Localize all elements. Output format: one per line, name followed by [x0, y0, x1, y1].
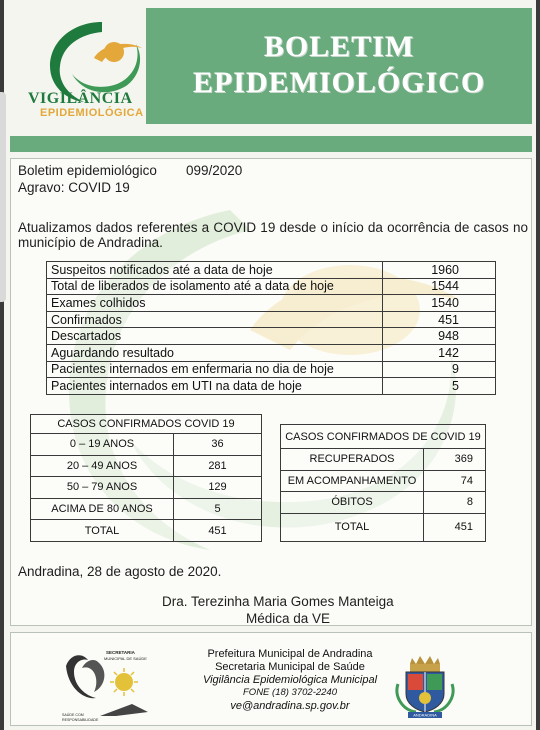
table-row — [281, 449, 486, 471]
status-value: 8 — [424, 492, 486, 514]
summary-table — [46, 261, 496, 395]
table-row — [281, 513, 486, 541]
table-row — [47, 311, 496, 328]
footer-phone: FONE (18) 3702-2240 — [243, 687, 337, 698]
status-label: ÓBITOS — [281, 492, 424, 514]
age-value: 5 — [174, 498, 262, 520]
table-row — [47, 262, 496, 279]
divider-bar — [10, 136, 532, 152]
row-label: Descartados — [47, 328, 383, 345]
andradina-crest-icon — [390, 650, 460, 720]
table-row — [31, 498, 262, 520]
logo-text-epidemiologica: EPIDEMIOLÓGICA — [40, 107, 144, 119]
age-table-title: CASOS CONFIRMADOS COVID 19 — [31, 415, 262, 434]
status-value: 369 — [424, 449, 486, 471]
header — [10, 6, 532, 130]
agravo-line: Agravo: COVID 19 — [18, 180, 130, 195]
title-line-2: EPIDEMIOLÓGICO — [192, 66, 486, 99]
status-value: 74 — [424, 470, 486, 492]
age-value: 451 — [174, 520, 262, 542]
svg-text:RESPONSABILIDADE: RESPONSABILIDADE — [62, 718, 99, 722]
right-frame — [536, 0, 540, 730]
row-value: 1540 — [383, 295, 496, 312]
table-row — [47, 361, 496, 378]
svg-text:SAÚDE COM: SAÚDE COM — [62, 713, 84, 717]
status-table-title: CASOS CONFIRMADOS DE COVID 19 — [281, 425, 486, 449]
table-header-row — [31, 415, 262, 434]
row-value: 5 — [383, 378, 496, 395]
age-value: 36 — [174, 434, 262, 456]
table-row — [47, 278, 496, 295]
footer-vigilancia: Vigilância Epidemiológica Municipal — [202, 674, 378, 686]
row-value: 1544 — [383, 278, 496, 295]
age-value: 129 — [174, 477, 262, 499]
table-row — [47, 344, 496, 361]
footer-prefeitura: Prefeitura Municipal de Andradina — [207, 648, 373, 660]
svg-text:MUNICIPAL DE SAÚDE: MUNICIPAL DE SAÚDE — [104, 656, 147, 661]
row-label: Pacientes internados em UTI na data de hoje — [47, 378, 383, 395]
bulletin-label: Boletim epidemiológico — [18, 163, 157, 178]
table-row — [47, 295, 496, 312]
table-row — [281, 492, 486, 514]
age-label: TOTAL — [31, 520, 174, 542]
status-label: EM ACOMPANHAMENTO — [281, 470, 424, 492]
row-value: 451 — [383, 311, 496, 328]
table-row — [31, 520, 262, 542]
row-value: 142 — [383, 344, 496, 361]
intro-paragraph: Atualizamos dados referentes a COVID 19 desde o início da ocorrência de casos no município de Andradina. — [18, 220, 528, 250]
age-value: 281 — [174, 455, 262, 477]
table-row — [31, 455, 262, 477]
age-label: 50 – 79 ANOS — [31, 477, 174, 499]
bulletin-number: 099/2020 — [186, 163, 243, 178]
footer-email: ve@andradina.sp.gov.br — [230, 700, 350, 712]
title-banner — [146, 8, 532, 124]
row-label: Suspeitos notificados até a data de hoje — [47, 262, 383, 279]
table-row — [31, 434, 262, 456]
title-line-1: BOLETIM — [263, 30, 415, 63]
age-label: 20 – 49 ANOS — [31, 455, 174, 477]
table-row — [47, 378, 496, 395]
age-label: ACIMA DE 80 ANOS — [31, 498, 174, 520]
status-value: 451 — [424, 513, 486, 541]
table-row — [31, 477, 262, 499]
row-value: 1960 — [383, 262, 496, 279]
logo-text-vigilancia: VIGILÂNCIA — [28, 90, 133, 107]
row-label: Total de liberados de isolamento até a data de hoje — [47, 278, 383, 295]
table-row — [47, 328, 496, 345]
status-label: TOTAL — [281, 513, 424, 541]
row-label: Confirmados — [47, 311, 383, 328]
signer-name: Dra. Terezinha Maria Gomes Manteiga — [162, 594, 394, 609]
table-row — [281, 470, 486, 492]
row-value: 948 — [383, 328, 496, 345]
row-label: Pacientes internados em enfermaria no dia de hoje — [47, 361, 383, 378]
age-label: 0 – 19 ANOS — [31, 434, 174, 456]
side-tab — [0, 92, 6, 302]
table-header-row — [281, 425, 486, 449]
footer-secretaria: Secretaria Municipal de Saúde — [215, 661, 365, 673]
status-table — [280, 424, 486, 542]
signer-role: Médica da VE — [246, 611, 331, 626]
row-label: Aguardando resultado — [47, 344, 383, 361]
date-line: Andradina, 28 de agosto de 2020. — [18, 564, 222, 579]
age-table — [30, 414, 262, 542]
row-value: 9 — [383, 361, 496, 378]
status-label: RECUPERADOS — [281, 449, 424, 471]
svg-text:ANDRADINA: ANDRADINA — [413, 712, 437, 718]
svg-text:SECRETARIA: SECRETARIA — [106, 650, 135, 655]
row-label: Exames colhidos — [47, 295, 383, 312]
